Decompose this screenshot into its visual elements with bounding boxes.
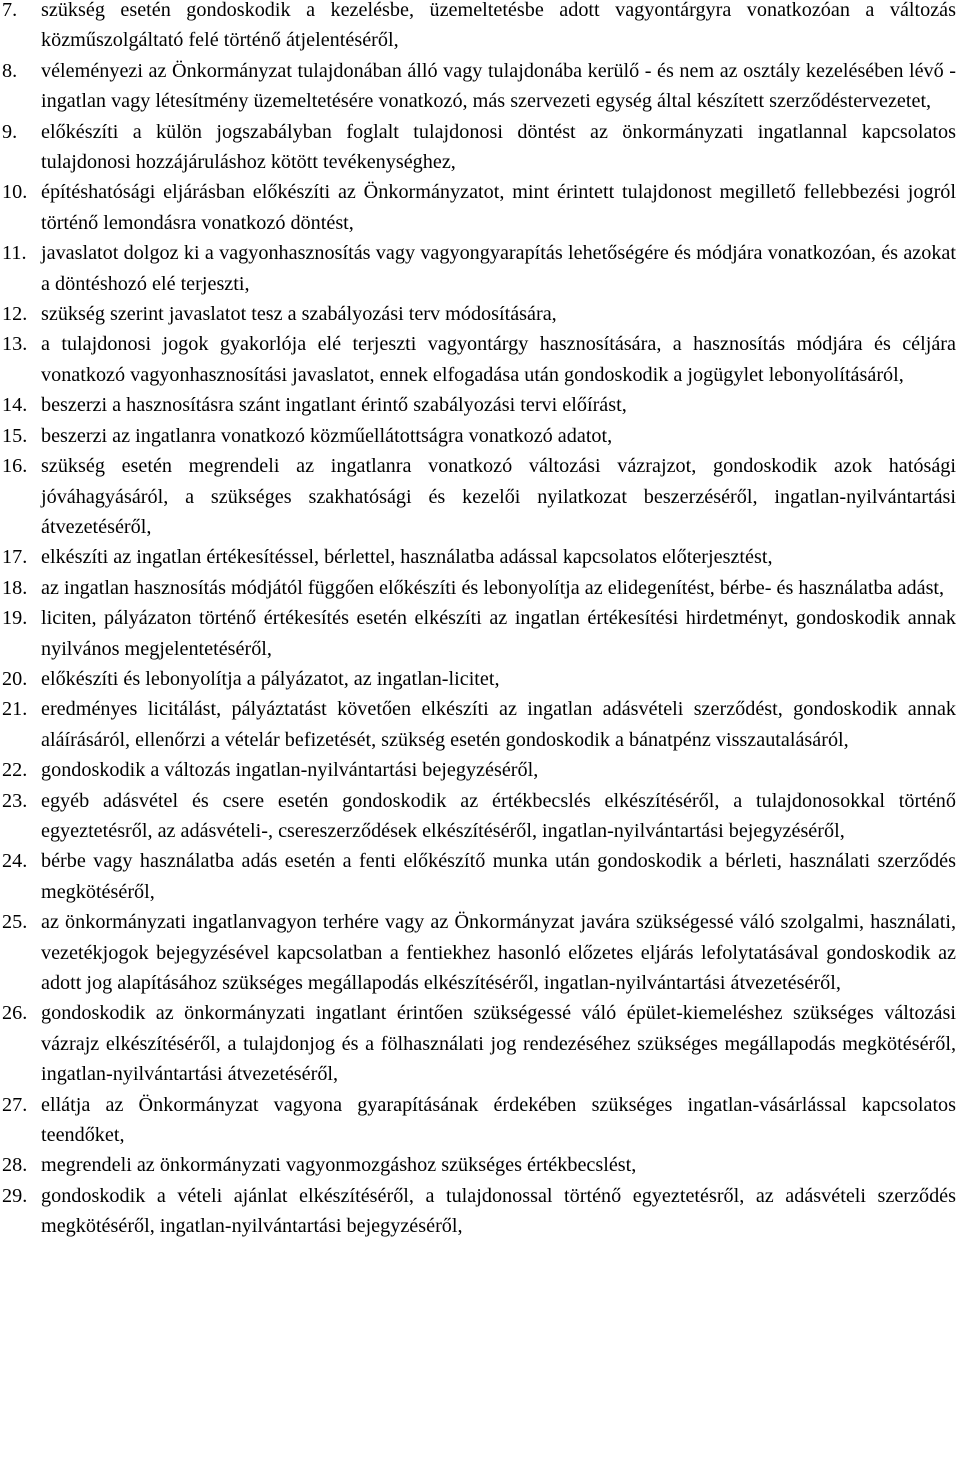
item-number: 25. <box>2 911 28 934</box>
item-number: 13. <box>2 333 28 356</box>
item-text: szükség szerint javaslatot tesz a szabályozási terv módosítására, <box>41 303 557 326</box>
item-number: 16. <box>2 455 28 478</box>
list-item <box>0 542 960 572</box>
item-number: 18. <box>2 576 28 599</box>
item-text: gondoskodik a változás ingatlan-nyilvántartási bejegyzéséről, <box>41 759 539 782</box>
item-text: beszerzi az ingatlanra vonatkozó közműellátottságra vonatkozó adatot, <box>41 424 613 447</box>
list-item <box>0 238 960 299</box>
item-number: 7. <box>2 0 18 21</box>
list-item <box>0 299 960 329</box>
item-text: beszerzi a hasznosításra szánt ingatlant érintő szabályozási tervi előírást, <box>41 394 627 417</box>
list-item <box>0 0 960 56</box>
item-number: 29. <box>2 1184 28 1207</box>
item-number: 27. <box>2 1093 28 1116</box>
list-item <box>0 390 960 420</box>
item-text: építéshatósági eljárásban előkészíti az Önkormányzatot, mint érintett tulajdonost megillető fellebbezési jogról történő lemondásra vonatkozó döntést, <box>41 181 956 234</box>
item-text: egyéb adásvétel és csere esetén gondoskodik az értékbecslés elkészítéséről, a tulajdonosokkal történő egyeztetésről, az adásvételi-, csereszerződések elkészítéséről, ingatlan-nyilvántartási bejegyzéséről, <box>41 789 956 842</box>
list-item <box>0 117 960 178</box>
item-text: szükség esetén gondoskodik a kezelésbe, üzemeltetésbe adott vagyontárgyra vonatkozóan a változás közműszolgáltató felé történő átjelentéséről, <box>41 0 956 52</box>
list-item <box>0 1181 960 1242</box>
list-item <box>0 694 960 755</box>
item-number: 10. <box>2 181 28 204</box>
item-number: 23. <box>2 789 28 812</box>
list-item <box>0 451 960 542</box>
item-number: 9. <box>2 120 18 143</box>
item-text: az ingatlan hasznosítás módjától függően előkészíti és lebonyolítja az elidegenítést, bérbe- és használatba adást, <box>41 576 945 599</box>
list-item <box>0 56 960 117</box>
item-number: 11. <box>2 242 27 265</box>
item-number: 8. <box>2 59 18 82</box>
item-text: bérbe vagy használatba adás esetén a fenti előkészítő munka után gondoskodik a bérleti, használati szerződés megkötéséről, <box>41 850 956 903</box>
list-item <box>0 998 960 1089</box>
item-text: előkészíti és lebonyolítja a pályázatot, az ingatlan-licitet, <box>41 667 500 690</box>
item-text: gondoskodik a vételi ajánlat elkészítéséről, a tulajdonossal történő egyeztetésről, az adásvételi szerződés megkötéséről, ingatlan-nyilvántartási bejegyzéséről, <box>41 1184 956 1238</box>
item-number: 15. <box>2 424 28 447</box>
item-number: 24. <box>2 850 28 873</box>
list-item <box>0 421 960 451</box>
item-number: 19. <box>2 607 28 630</box>
list-item <box>0 664 960 694</box>
item-text: véleményezi az Önkormányzat tulajdonában álló vagy tulajdonába kerülő - és nem az osztály kezelésében lévő - ingatlan vagy létesítmény üzemeltetésére vonatkozó, más szervezeti egység által készített szerződéstervezetet, <box>41 59 956 113</box>
list-item <box>0 329 960 390</box>
item-number: 14. <box>2 394 28 417</box>
item-text: ellátja az Önkormányzat vagyona gyarapításának érdekében szükséges ingatlan-vásárlással kapcsolatos teendőket, <box>41 1093 956 1147</box>
list-item <box>0 1090 960 1151</box>
item-text: liciten, pályázaton történő értékesítés esetén elkészíti az ingatlan értékesítési hirdetményt, gondoskodik annak nyilvános megjelentetéséről, <box>41 607 956 660</box>
list-item <box>0 177 960 238</box>
item-number: 22. <box>2 759 28 782</box>
item-number: 26. <box>2 1002 28 1025</box>
item-number: 12. <box>2 303 28 326</box>
item-number: 28. <box>2 1154 28 1177</box>
list-item <box>0 786 960 847</box>
list-item <box>0 907 960 998</box>
list-item <box>0 1150 960 1180</box>
item-text: az önkormányzati ingatlanvagyon terhére vagy az Önkormányzat javára szükségessé váló szolgalmi, használati, vezetékjogok bejegyzésével kapcsolatban a fentiekhez hasonló előzetes eljárás lefolytatásával gondoskodik az adott jog alapításához szükséges megállapodás elkészítéséről, ingatlan-nyilvántartási átvezetéséről, <box>41 911 956 994</box>
item-text: megrendeli az önkormányzati vagyonmozgáshoz szükséges értékbecslést, <box>41 1154 637 1177</box>
item-text: javaslatot dolgoz ki a vagyonhasznosítás vagy vagyongyarapítás lehetőségére és módjára vonatkozóan, és azokat a döntéshozó elé terjeszti, <box>41 242 956 295</box>
item-text: a tulajdonosi jogok gyakorlója elé terjeszti vagyontárgy hasznosítására, a hasznosítás módjára és céljára vonatkozó vagyonhasznosítási javaslatot, ennek elfogadása után gondoskodik a jogügylet lebonyolításáról, <box>41 333 956 386</box>
item-text: gondoskodik az önkormányzati ingatlant érintően szükségessé váló épület-kiemeléshez szükséges változási vázrajz elkészítéséről, a tulajdonjog és a fölhasználati jog rendezéséhez szükséges megállapodás megkötéséről, ingatlan-nyilvántartási átvezetéséről, <box>41 1002 956 1086</box>
item-text: elkészíti az ingatlan értékesítéssel, bérlettel, használatba adással kapcsolatos előterjesztést, <box>41 546 773 569</box>
list-item <box>0 573 960 603</box>
item-text: előkészíti a külön jogszabályban foglalt tulajdonosi döntést az önkormányzati ingatlannal kapcsolatos tulajdonosi hozzájáruláshoz kötött tevékenységhez, <box>41 120 956 174</box>
item-number: 21. <box>2 698 28 721</box>
item-text: eredményes licitálást, pályáztatást követően elkészíti az ingatlan adásvételi szerződést, gondoskodik annak aláírásáról, ellenőrzi a vételár befizetését, szükség esetén gondoskodik a bánatpénz visszautalásáról, <box>41 698 956 751</box>
list-item <box>0 755 960 785</box>
item-number: 17. <box>2 546 28 569</box>
list-item <box>0 603 960 664</box>
item-number: 20. <box>2 667 28 690</box>
item-text: szükség esetén megrendeli az ingatlanra vonatkozó változási vázrajzot, gondoskodik azok hatósági jóváhagyásáról, a szükséges szakhatósági és kezelői nyilatkozat beszerzéséről, ingatlan-nyilvántartási átvezetéséről, <box>41 455 956 538</box>
list-item <box>0 846 960 907</box>
